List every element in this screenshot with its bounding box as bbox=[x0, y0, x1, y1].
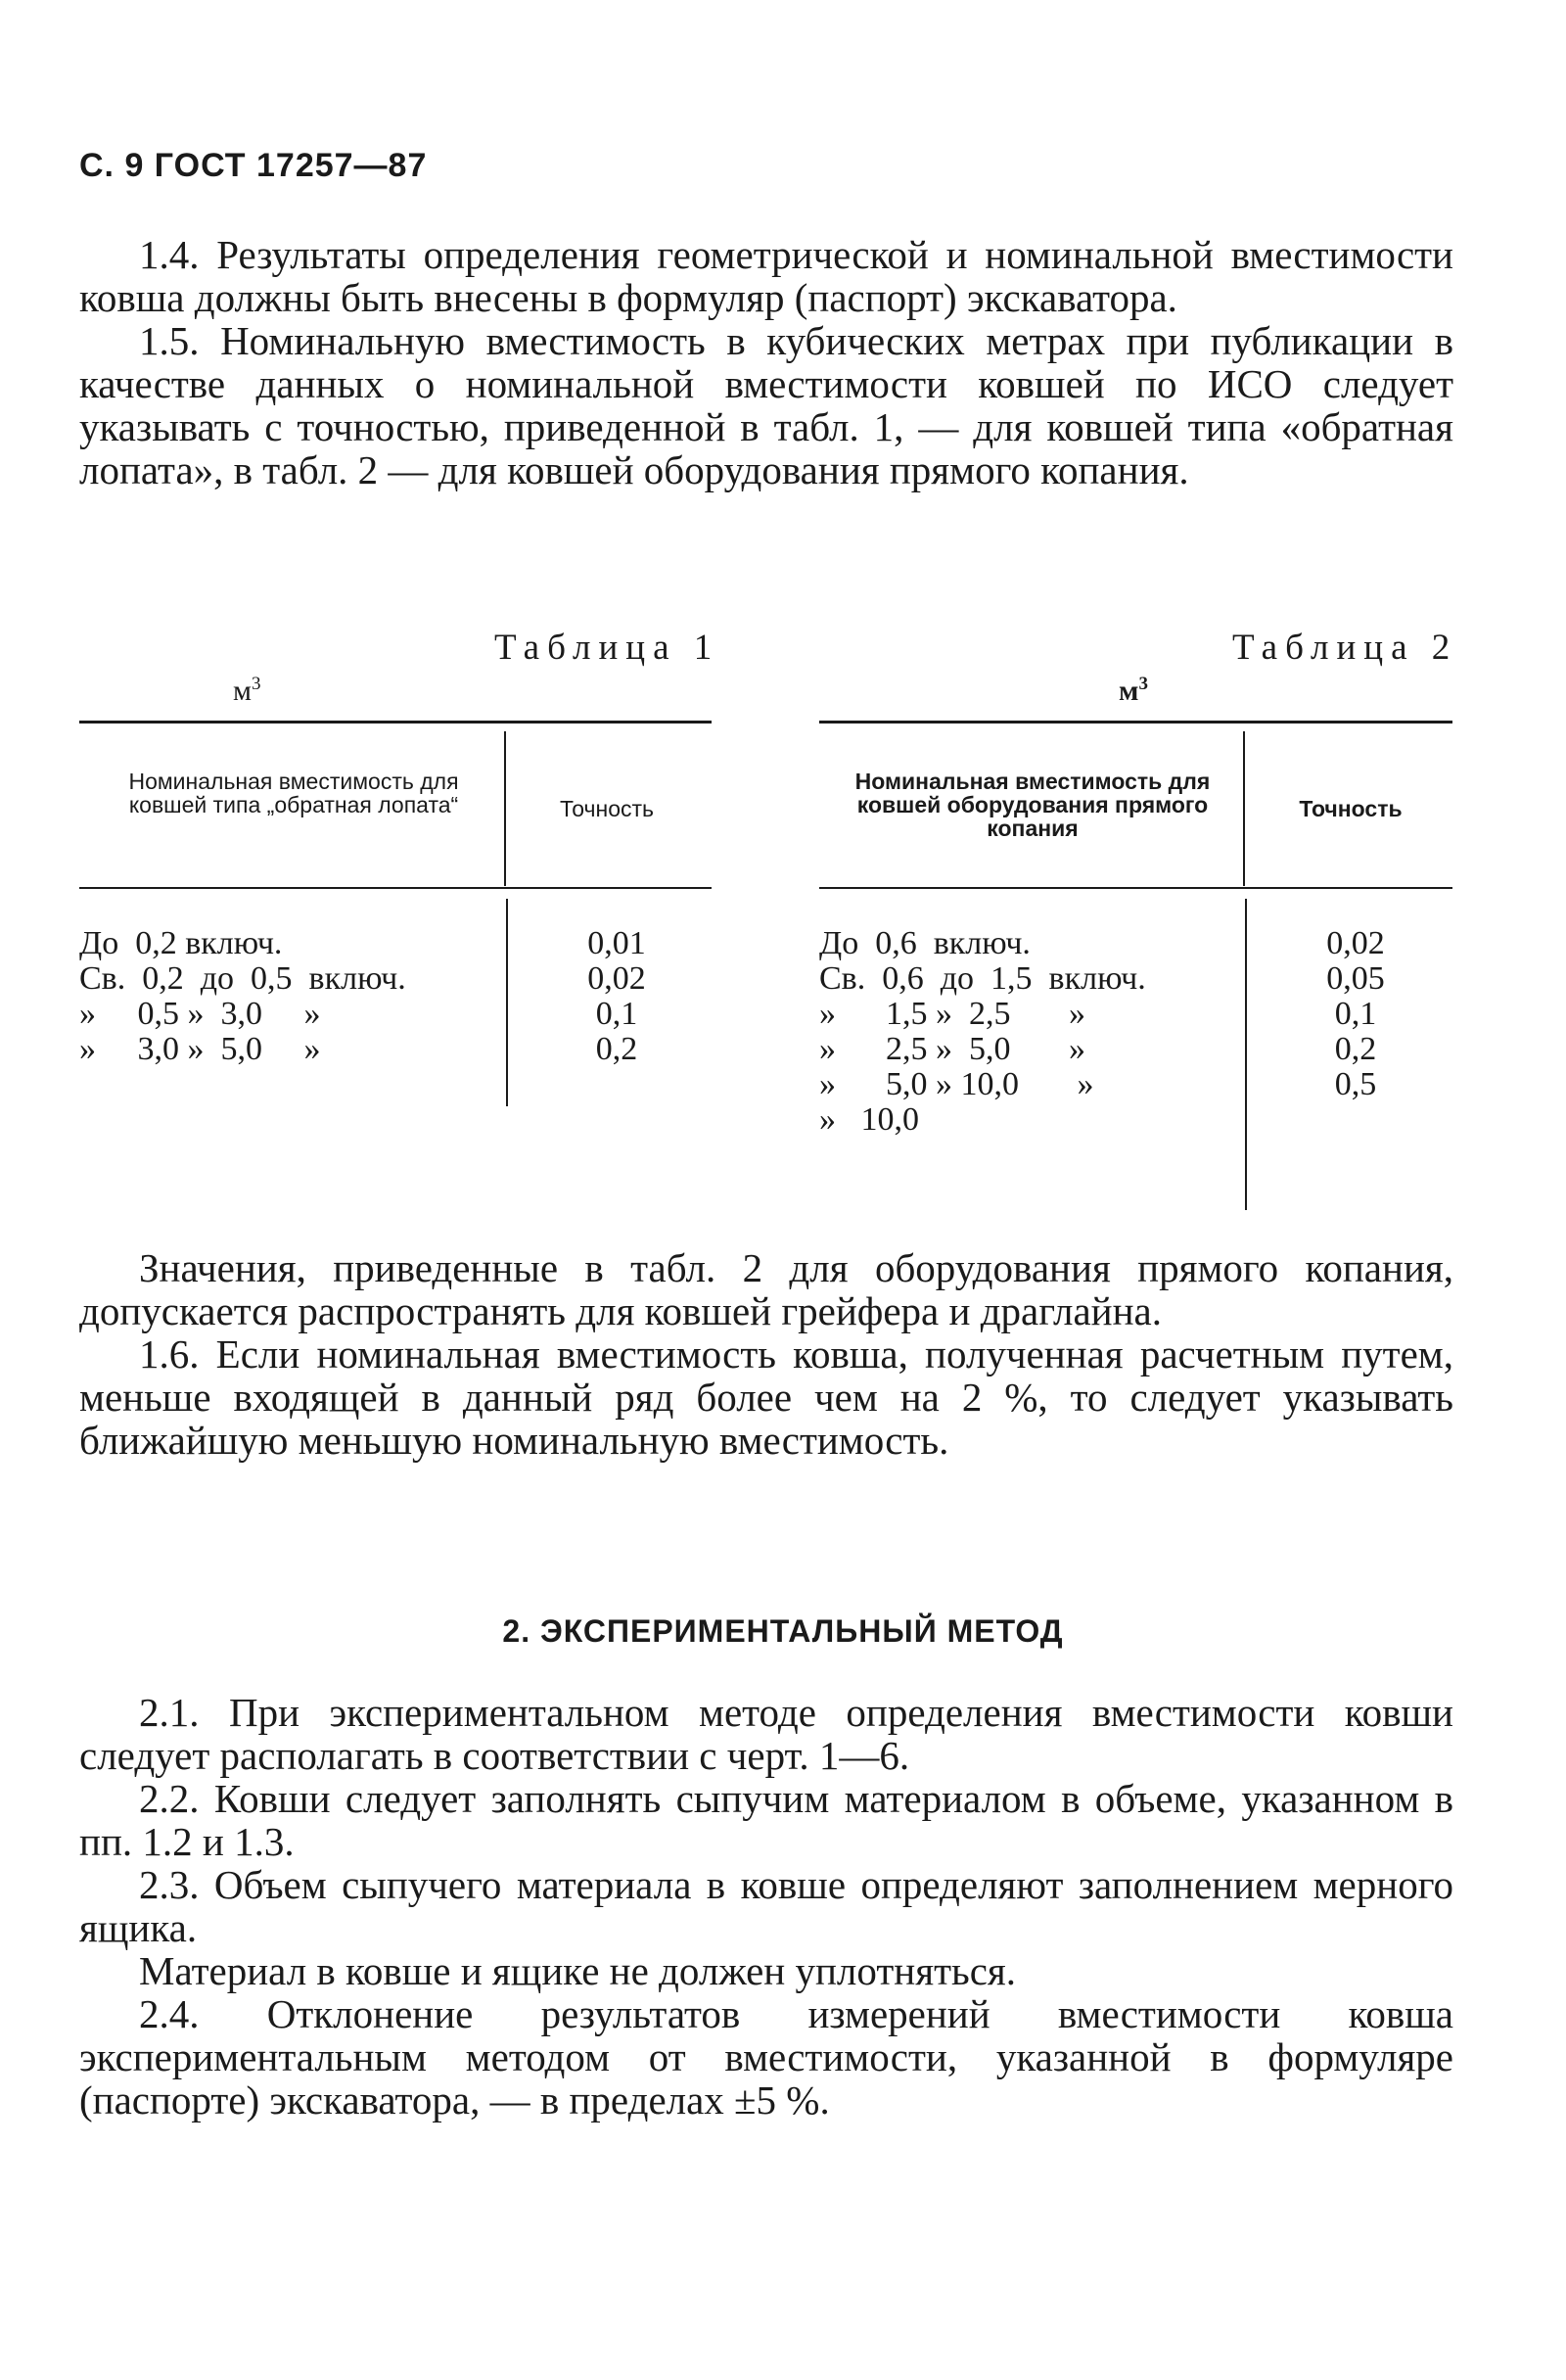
table-1-title: Таблица 1 bbox=[494, 628, 720, 668]
intro-paragraphs bbox=[79, 233, 1453, 491]
table-1-unit: $м^3$ bbox=[233, 674, 261, 707]
table-cell: 0,1 bbox=[595, 996, 638, 1032]
table-cell: 0,02 bbox=[587, 960, 646, 997]
paragraph-2-1: 2.1. При экспериментальном методе определения вместимости ковши следует располагать в соответствии с черт. 1—6. bbox=[79, 1690, 1453, 1778]
paragraph-1-5: 1.5. Номинальную вместимость в кубических метрах при публикации в качестве данных о номинальной вместимости ковшей по ИСО следует указывать с точностью, приведенной в табл. 1, — для ковшей типа «обратная лопата», в табл. 2 — для ковшей оборудования прямого копания. bbox=[79, 318, 1453, 492]
table-row: До 0,6 включ. bbox=[819, 925, 1031, 961]
table-cell bbox=[1292, 1102, 1419, 1138]
table-row: » 0,5 » 3,0 » bbox=[79, 996, 321, 1032]
table-1-header-rule bbox=[79, 887, 712, 889]
table-2-capacity-header: Номинальная вместимость для ковшей оборудования прямого копания bbox=[854, 769, 1211, 841]
table-cell: 0,01 bbox=[587, 925, 646, 961]
table-1-accuracy-header: Точность bbox=[559, 796, 655, 821]
table-row: Св. 0,2 до 0,5 включ. bbox=[79, 960, 406, 997]
table-cell: 0,5 bbox=[1334, 1066, 1377, 1102]
table-row: До 0,2 включ. bbox=[79, 925, 283, 961]
table-cell: 0,2 bbox=[1334, 1031, 1377, 1067]
paragraph-2-2: 2.2. Ковши следует заполнять сыпучим материалом в объеме, указанном в пп. 1.2 и 1.3. bbox=[79, 1776, 1453, 1864]
table-2-header-rule bbox=[819, 887, 1452, 889]
table-2-capacity-column bbox=[819, 926, 1240, 1138]
paragraph-1-4: 1.4. Результаты определения геометрической и номинальной вместимости ковша должны быть внесены в формуляр (паспорт) экскаватора. bbox=[79, 232, 1453, 320]
table-row: » 1,5 » 2,5 » bbox=[819, 996, 1085, 1032]
paragraph-material: Материал в ковше и ящике не должен уплотняться. bbox=[139, 1948, 1016, 1993]
table-cell: 0,2 bbox=[595, 1031, 638, 1067]
table-2-accuracy-column bbox=[1292, 926, 1419, 1138]
table-2-header-divider bbox=[1243, 731, 1245, 886]
section-2-heading: 2. ЭКСПЕРИМЕНТАЛЬНЫЙ МЕТОД bbox=[502, 1613, 1064, 1649]
table-1-capacity-column bbox=[79, 926, 500, 1067]
table-1-accuracy-column bbox=[553, 926, 680, 1067]
table-row: » 10,0 bbox=[819, 1101, 919, 1138]
table-1-body-divider bbox=[506, 899, 508, 1106]
table-2-unit: $м^3$ bbox=[1119, 674, 1148, 707]
table-cell: 0,1 bbox=[1334, 996, 1377, 1032]
table-2-title: Таблица 2 bbox=[1232, 628, 1458, 668]
page-header: С. 9 ГОСТ 17257—87 bbox=[79, 147, 428, 184]
table-2-accuracy-header: Точность bbox=[1299, 796, 1403, 821]
table-2-body-divider bbox=[1245, 899, 1247, 1210]
section-2-paragraphs bbox=[79, 1691, 1453, 2122]
paragraph-table-note: Значения, приведенные в табл. 2 для оборудования прямого копания, допускается распространять для ковшей грейфера и драглайна. bbox=[79, 1245, 1453, 1333]
table-cell: 0,02 bbox=[1326, 925, 1385, 961]
table-row: » 5,0 » 10,0 » bbox=[819, 1066, 1094, 1102]
table-2-top-rule bbox=[819, 721, 1452, 723]
table-1-top-rule bbox=[79, 721, 712, 723]
table-cell: 0,05 bbox=[1326, 960, 1385, 997]
table-row: » 2,5 » 5,0 » bbox=[819, 1031, 1085, 1067]
table-1-header-divider bbox=[504, 731, 506, 886]
paragraph-2-4: 2.4. Отклонение результатов измерений вместимости ковша экспериментальным методом от вместимости, указанной в формуляре (паспорте) экскаватора, — в пределах ±5 %. bbox=[79, 1991, 1453, 2123]
paragraph-1-6: 1.6. Если номинальная вместимость ковша, полученная расчетным путем, меньше входящей в данный ряд более чем на 2 %, то следует указывать ближайшую меньшую номинальную вместимость. bbox=[79, 1331, 1453, 1463]
table-row: » 3,0 » 5,0 » bbox=[79, 1031, 321, 1067]
table-1-capacity-header: Номинальная вместимость для ковшей типа „обратная лопата“ bbox=[128, 769, 459, 817]
notes-paragraphs bbox=[79, 1246, 1453, 1462]
paragraph-2-3: 2.3. Объем сыпучего материала в ковше определяют заполнением мерного ящика. bbox=[79, 1862, 1453, 1950]
table-row: Св. 0,6 до 1,5 включ. bbox=[819, 960, 1146, 997]
